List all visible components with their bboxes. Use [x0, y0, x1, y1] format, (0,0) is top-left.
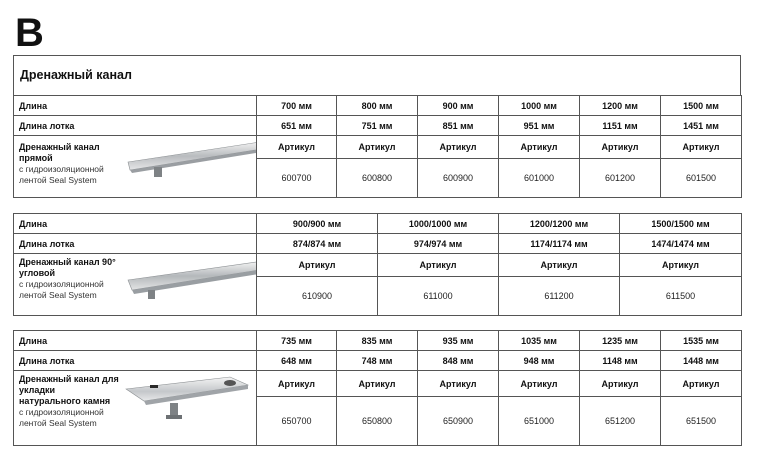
corner-channel-image — [126, 256, 257, 304]
article-header: Артикул — [418, 136, 499, 159]
table-row — [14, 214, 742, 234]
length-cell: 935 мм — [418, 331, 499, 351]
row-label-tray-length: Длина лотка — [14, 351, 257, 371]
length-cell: 1000 мм — [499, 96, 580, 116]
table-corner-channel — [13, 213, 742, 316]
article-number: 651500 — [661, 397, 742, 446]
table-row — [14, 136, 742, 159]
article-number: 611500 — [620, 277, 742, 316]
table-row — [14, 331, 742, 351]
article-number: 600900 — [418, 159, 499, 198]
length-cell: 735 мм — [257, 331, 337, 351]
table-row — [14, 254, 742, 277]
product-description — [14, 136, 257, 198]
tray-length-cell: 1451 мм — [661, 116, 742, 136]
tray-length-cell: 651 мм — [257, 116, 337, 136]
article-header: Артикул — [418, 371, 499, 397]
article-number: 600800 — [337, 159, 418, 198]
article-number: 611200 — [499, 277, 620, 316]
tray-length-cell: 1448 мм — [661, 351, 742, 371]
article-number: 601000 — [499, 159, 580, 198]
length-cell: 1000/1000 мм — [378, 214, 499, 234]
length-cell: 900 мм — [418, 96, 499, 116]
row-label-tray-length: Длина лотка — [14, 234, 257, 254]
article-number: 650900 — [418, 397, 499, 446]
article-header: Артикул — [499, 371, 580, 397]
article-header: Артикул — [257, 254, 378, 277]
row-label-tray-length: Длина лотка — [14, 116, 257, 136]
article-header: Артикул — [580, 371, 661, 397]
description-title: Дренажный канал для укладки натурального камня — [19, 374, 119, 406]
tray-length-cell: 948 мм — [499, 351, 580, 371]
article-header: Артикул — [337, 136, 418, 159]
article-header: Артикул — [257, 371, 337, 397]
tray-length-cell: 851 мм — [418, 116, 499, 136]
table-row — [14, 96, 742, 116]
row-label-length: Длина — [14, 331, 257, 351]
description-title: Дренажный канал прямой — [19, 142, 100, 163]
description-title: Дренажный канал 90° угловой — [19, 257, 116, 278]
table-row — [14, 234, 742, 254]
length-cell: 900/900 мм — [257, 214, 378, 234]
length-cell: 1200 мм — [580, 96, 661, 116]
article-number: 650800 — [337, 397, 418, 446]
length-cell: 800 мм — [337, 96, 418, 116]
product-description — [14, 371, 257, 446]
description-subtitle: с гидроизоляционной лентой Seal System — [19, 279, 104, 300]
article-header: Артикул — [337, 371, 418, 397]
article-header: Артикул — [499, 254, 620, 277]
tray-length-cell: 874/874 мм — [257, 234, 378, 254]
product-description — [14, 254, 257, 316]
table-straight-channel — [13, 95, 742, 198]
length-cell: 1535 мм — [661, 331, 742, 351]
tray-length-cell: 951 мм — [499, 116, 580, 136]
description-subtitle: с гидроизоляционной лентой Seal System — [19, 407, 104, 428]
section-letter: B — [15, 11, 44, 55]
tray-length-cell: 1151 мм — [580, 116, 661, 136]
article-header: Артикул — [661, 136, 742, 159]
length-cell: 1235 мм — [580, 331, 661, 351]
table-row — [14, 371, 742, 397]
article-header: Артикул — [499, 136, 580, 159]
article-header: Артикул — [257, 136, 337, 159]
article-number: 600700 — [257, 159, 337, 198]
article-header: Артикул — [378, 254, 499, 277]
tray-length-cell: 1474/1474 мм — [620, 234, 742, 254]
tray-length-cell: 748 мм — [337, 351, 418, 371]
article-number: 611000 — [378, 277, 499, 316]
tray-length-cell: 848 мм — [418, 351, 499, 371]
straight-channel-image — [124, 140, 257, 180]
table-stone-channel — [13, 330, 742, 446]
article-number: 651200 — [580, 397, 661, 446]
tray-length-cell: 1174/1174 мм — [499, 234, 620, 254]
article-header: Артикул — [661, 371, 742, 397]
table-row — [14, 351, 742, 371]
length-cell: 835 мм — [337, 331, 418, 351]
tray-length-cell: 1148 мм — [580, 351, 661, 371]
article-header: Артикул — [580, 136, 661, 159]
length-cell: 1200/1200 мм — [499, 214, 620, 234]
article-number: 651000 — [499, 397, 580, 446]
row-label-length: Длина — [14, 214, 257, 234]
article-number: 601200 — [580, 159, 661, 198]
description-subtitle: с гидроизоляционной лентой Seal System — [19, 164, 104, 185]
article-header: Артикул — [620, 254, 742, 277]
section-title: Дренажный канал — [20, 68, 132, 82]
tray-length-cell: 648 мм — [257, 351, 337, 371]
section-header — [13, 55, 741, 95]
article-number: 650700 — [257, 397, 337, 446]
length-cell: 700 мм — [257, 96, 337, 116]
length-cell: 1500/1500 мм — [620, 214, 742, 234]
length-cell: 1035 мм — [499, 331, 580, 351]
tray-length-cell: 974/974 мм — [378, 234, 499, 254]
stone-channel-image — [122, 373, 252, 433]
article-number: 610900 — [257, 277, 378, 316]
table-row — [14, 116, 742, 136]
length-cell: 1500 мм — [661, 96, 742, 116]
row-label-length: Длина — [14, 96, 257, 116]
tray-length-cell: 751 мм — [337, 116, 418, 136]
article-number: 601500 — [661, 159, 742, 198]
